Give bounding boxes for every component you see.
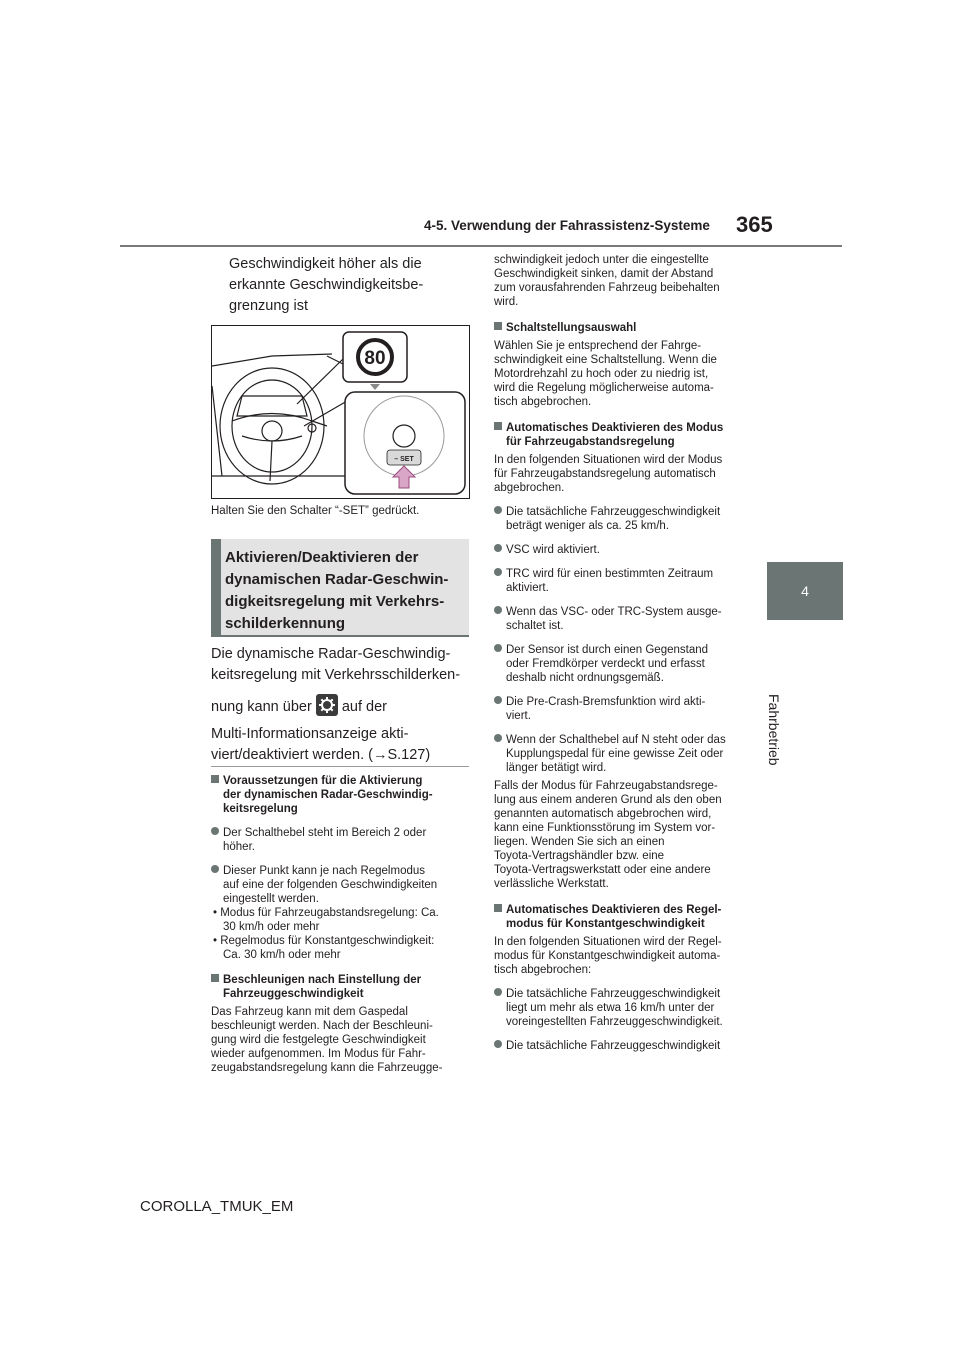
auto1-paragraph: In den folgenden Situationen wird der Modus für Fahrzeugabstandsregelung automatisch abgebrochen. (494, 454, 723, 494)
falls-paragraph: Falls der Modus für Fahrzeugabstandsrege- lung aus einem anderen Grund als den oben genannten automatisch abgebrochen wird, kann eine Funktionsstörung im System vor- liegen. Wenden Sie sich an einen Toyota-Vertragshändler bzw. eine Toyota-Vertragswerkstatt oder eine andere verlässliche Werkstatt. (494, 780, 722, 890)
bullet-item: TRC wird für einen bestimmten Zeitraum aktiviert. (494, 567, 752, 595)
header-section-title: 4-5. Verwendung der Fahrassistenz-Systeme (424, 218, 710, 233)
para-line: Die dynamische Radar-Geschwindig- (211, 646, 451, 662)
intro-text (229, 254, 423, 317)
section-heading (211, 539, 469, 637)
square-bullet-icon (211, 974, 219, 982)
round-bullet-icon (494, 606, 502, 614)
page-number: 365 (736, 212, 773, 237)
document-code: COROLLA_TMUK_EM (140, 1198, 294, 1215)
chapter-label: Fahrbetrieb (766, 694, 782, 766)
bullet-item: Dieser Punkt kann je nach Regelmodus auf eine der folgenden Geschwindigkeiten eingestellt werden. (211, 864, 469, 906)
section-title-line: schilderkennung (225, 615, 346, 632)
square-bullet-icon (211, 775, 219, 783)
heading-auto-deaktivieren-abstand: Automatisches Deaktivieren des Modus für Fahrzeugabstandsregelung (494, 421, 752, 449)
heading-schaltstellung: Schaltstellungsauswahl (494, 321, 752, 335)
bullet-item: Die tatsächliche Fahrzeuggeschwindigkeit liegt um mehr als etwa 16 km/h unter der voreingestellten Fahrzeuggeschwindigkeit. (494, 987, 752, 1029)
bullet-item: Der Sensor ist durch einen Gegenstand oder Fremdkörper verdeckt und erfasst deshalb nicht ordnungsgemäß. (494, 643, 752, 685)
beschleunigen-paragraph: Das Fahrzeug kann mit dem Gaspedal beschleunigt werden. Nach der Beschleuni- gung wird die festgelegte Geschwindigkeit wieder aufgenommen. Im Modus für Fahr- zeugabstandsregelung kann die Fahrzeugge- (211, 1006, 443, 1074)
para-before-icon: nung kann über (211, 699, 312, 715)
round-bullet-icon (494, 544, 502, 552)
speed-sign-value: 80 (364, 348, 386, 369)
steering-wheel-figure (211, 325, 470, 499)
chapter-label-container (760, 632, 836, 766)
bullet-item: Wenn das VSC- oder TRC-System ausge- schaltet ist. (494, 605, 752, 633)
steering-wheel-illustration (212, 326, 469, 498)
round-bullet-icon (494, 734, 502, 742)
figure-caption: Halten Sie den Schalter “-SET” gedrückt. (211, 505, 420, 517)
heading-auto-deaktivieren-konstant: Automatisches Deaktivieren des Regel- modus für Konstantgeschwindigkeit (494, 903, 752, 931)
left-notes (211, 766, 469, 1075)
round-bullet-icon (494, 988, 502, 996)
sub-bullet-item: • Regelmodus für Konstantgeschwindigkeit: Ca. 30 km/h oder mehr (213, 935, 435, 961)
auto2-paragraph: In den folgenden Situationen wird der Regel- modus für Konstantgeschwindigkeit automa- tisch abgebrochen: (494, 936, 722, 976)
section-title-line: digkeitsregelung mit Verkehrs- (225, 593, 445, 610)
schalt-paragraph: Wählen Sie je entsprechend der Fahrge- schwindigkeit eine Schaltstellung. Wenn die Motordrehzahl zu hoch oder zu niedrig ist, wird die Regelung möglicherweise automa- tisch abgebrochen. (494, 340, 717, 408)
bullet-item: Der Schalthebel steht im Bereich 2 oder höher. (211, 826, 469, 854)
square-bullet-icon (494, 422, 502, 430)
round-bullet-icon (494, 644, 502, 652)
section-title-line: dynamischen Radar-Geschwin- (225, 571, 449, 588)
header-rule (120, 245, 842, 247)
bullet-item: Wenn der Schalthebel auf N steht oder das Kupplungspedal für eine gewisse Zeit oder länger betätigt wird. (494, 733, 752, 775)
para-line: keitsregelung mit Verkehrsschilderken- (211, 667, 461, 683)
bullet-item: Die tatsächliche Fahrzeuggeschwindigkeit (494, 1039, 752, 1053)
switch-knob-icon (393, 425, 415, 447)
switch-set-label: – SET (394, 456, 414, 463)
section-heading-title (225, 547, 465, 635)
para-line-with-icon (211, 694, 460, 718)
right-column (494, 253, 752, 1053)
intro-line: erkannte Geschwindigkeitsbe- (229, 277, 424, 293)
sub-bullet-item: • Modus für Fahrzeugabstandsregelung: Ca. 30 km/h oder mehr (213, 907, 439, 933)
intro-line: Geschwindigkeit höher als die (229, 256, 422, 272)
para-line: Multi-Informationsanzeige akti- (211, 726, 409, 742)
round-bullet-icon (494, 1040, 502, 1048)
square-bullet-icon (494, 904, 502, 912)
round-bullet-icon (494, 506, 502, 514)
section-title-line: Aktivieren/Deaktivieren der (225, 549, 419, 566)
heading-voraussetzungen: Voraussetzungen für die Aktivierung der dynamischen Radar-Geschwindig- keitsregelung (211, 774, 469, 816)
bullet-item: Die tatsächliche Fahrzeuggeschwindigkeit beträgt weniger als ca. 25 km/h. (494, 505, 752, 533)
round-bullet-icon (211, 827, 219, 835)
round-bullet-icon (494, 696, 502, 704)
intro-line: grenzung ist (229, 298, 308, 314)
gear-icon (316, 694, 338, 716)
continued-paragraph: schwindigkeit jedoch unter die eingestellte Geschwindigkeit sinken, damit der Abstand zum vorausfahrenden Fahrzeug beibehalten wird. (494, 254, 720, 308)
square-bullet-icon (494, 322, 502, 330)
chapter-tab: 4 (767, 562, 843, 620)
round-bullet-icon (211, 865, 219, 873)
section-heading-bar (211, 539, 221, 635)
heading-beschleunigen: Beschleunigen nach Einstellung der Fahrzeuggeschwindigkeit (211, 973, 469, 1001)
para-line: viert/deaktiviert werden. (→S.127) (211, 747, 431, 763)
toggle-paragraph (211, 644, 460, 766)
round-bullet-icon (494, 568, 502, 576)
bullet-item: VSC wird aktiviert. (494, 543, 752, 557)
bullet-item: Die Pre-Crash-Bremsfunktion wird akti- viert. (494, 695, 752, 723)
para-after-icon: auf der (341, 699, 387, 715)
